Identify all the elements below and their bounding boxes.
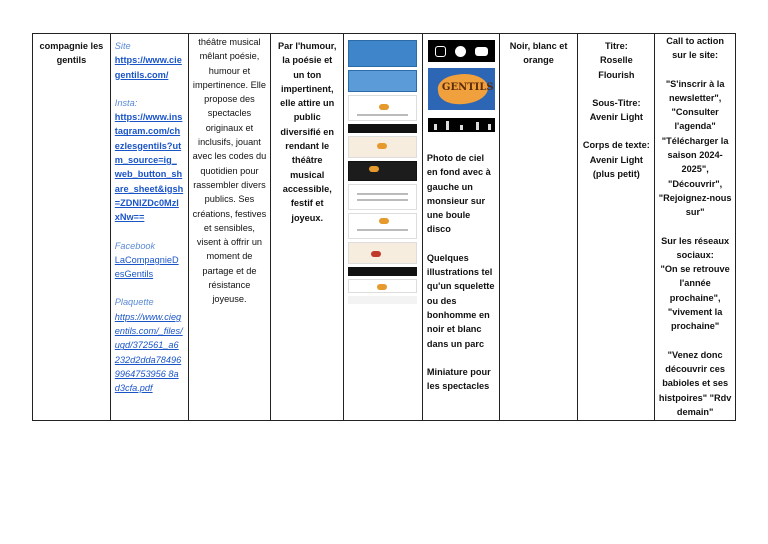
site-thumbnail-8	[348, 213, 417, 239]
site-thumbnail-12	[348, 296, 417, 304]
positioning-cell	[271, 34, 344, 420]
company-logo	[428, 68, 495, 110]
description-cell	[189, 34, 272, 420]
social-list: "On se retrouve l'année prochaine", "vivement la prochaine"	[660, 264, 730, 332]
site-thumbnail-2	[348, 70, 417, 92]
body-font-label: Corps de texte:	[582, 140, 650, 151]
site-link[interactable]: https://www.ciegentils.com/	[114, 55, 182, 80]
site-label: Site	[114, 41, 131, 51]
logo-text: GENTILS	[441, 82, 494, 93]
visual-description-1: Photo de ciel en fond avec à gauche un monsieur sur une boule disco	[426, 153, 491, 235]
subtitle-font-value: Avenir Light	[589, 112, 643, 123]
insta-link[interactable]: https://www.instagram.com/chezlesgentils?utm_source=ig_web_button_share_sheet&igsh=ZDNlZDc0MzlxNw==	[114, 112, 184, 223]
facebook-link[interactable]: LaCompagnieDesGentils	[114, 254, 179, 280]
website-screenshots-cell	[344, 34, 423, 420]
site-thumbnail-1	[348, 40, 417, 67]
site-thumbnail-6	[348, 161, 417, 181]
site-thumbnail-10	[348, 267, 417, 276]
site-thumbnail-11	[348, 279, 417, 293]
links-cell	[111, 34, 189, 420]
visual-description-2: Quelques illustrations tel qu'un squelette ou des bonhomme en noir et blanc dans un parc	[426, 252, 495, 349]
colors-cell	[500, 34, 579, 420]
site-thumbnail-7	[348, 184, 417, 210]
social-heading: Sur les réseaux sociaux:	[661, 235, 730, 260]
company-name: compagnie les gentils	[39, 41, 104, 66]
cta-cell	[655, 34, 735, 420]
positioning-text: Par l'humour, la poésie et un ton impertinent, elle attire un public diversifié en rendant le théâtre musical accessible, festif et joyeux.	[278, 41, 337, 223]
cta-list: "S'inscrir à la newsletter", "Consulter l'agenda" "Télécharger la saison 2024-2025", "Découvrir", "Rejoignez-nous sur"	[658, 78, 732, 218]
facebook-icon	[455, 46, 466, 57]
body-font-value: Avenir Light (plus petit)	[589, 154, 643, 180]
plaquette-label: Plaquette	[114, 297, 154, 308]
visual-description-3: Miniature pour les spectacles	[426, 366, 491, 392]
insta-label: Insta:	[114, 97, 138, 108]
title-font-value: Roselle Flourish	[598, 55, 635, 80]
company-description: théâtre musical mêlant poésie, humour et impertinence. Elle propose des spectacles originaux et inclusifs, jouant avec les codes du quotidien pour rassembler divers publics. Ses créations, festives et sensibles, visent à offrir un moment de partage et de résistance joyeuse.	[192, 37, 267, 305]
site-thumbnail-9	[348, 242, 417, 264]
typography-cell	[578, 34, 655, 420]
site-thumbnail-4	[348, 124, 417, 133]
subtitle-font-label: Sous-Titre:	[592, 97, 641, 108]
color-palette: Noir, blanc et orange	[509, 41, 568, 66]
cta-heading: Call to action sur le site:	[666, 36, 724, 61]
site-thumbnail-5	[348, 136, 417, 158]
company-name-cell	[33, 34, 111, 420]
title-font-label: Titre:	[604, 41, 628, 51]
site-thumbnail-3	[348, 95, 417, 121]
social-extra: "Venez donc découvrir ces babioles et ses histpoires" "Rdv demain"	[658, 349, 732, 417]
visuals-cell	[423, 34, 500, 420]
brand-table	[32, 33, 736, 421]
facebook-label: Facebook	[114, 240, 156, 251]
footer-band-image	[428, 118, 495, 132]
youtube-icon	[475, 47, 488, 56]
plaquette-link[interactable]: https://www.ciegentils.com/_files/ugd/372561_a6232d2dda784969964753956 8ad3cfa.pdf	[114, 311, 183, 394]
instagram-icon	[435, 46, 446, 57]
social-icons-banner	[428, 40, 495, 62]
